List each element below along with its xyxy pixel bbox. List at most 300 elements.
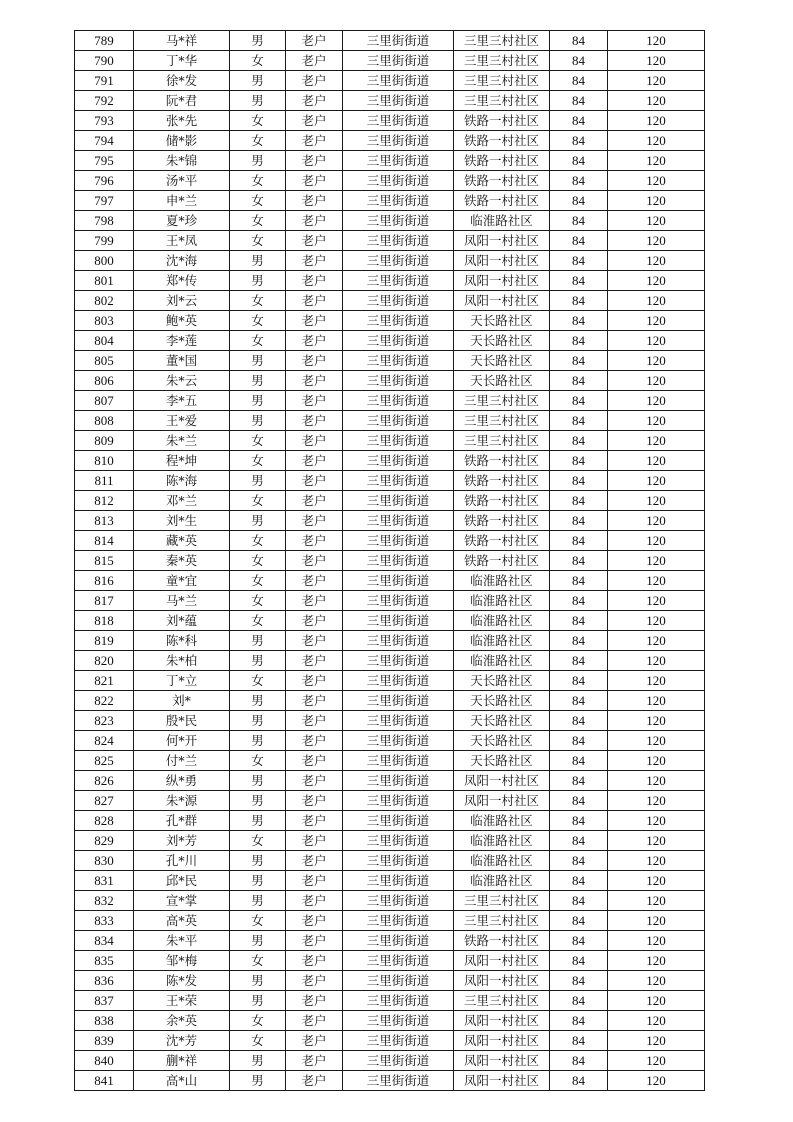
value-b-cell: 120: [608, 31, 705, 51]
community-cell: 凤阳一村社区: [454, 771, 550, 791]
value-a-cell: 84: [550, 791, 608, 811]
value-a-cell: 84: [550, 91, 608, 111]
table-row: [75, 691, 705, 711]
household-type-cell: 老户: [286, 571, 343, 591]
value-b-cell: 120: [608, 611, 705, 631]
table-row: [75, 831, 705, 851]
gender-cell: 女: [230, 231, 286, 251]
name-cell: 丁*立: [134, 671, 230, 691]
value-a-cell: 84: [550, 171, 608, 191]
household-type-cell: 老户: [286, 231, 343, 251]
gender-cell: 女: [230, 51, 286, 71]
value-b-cell: 120: [608, 931, 705, 951]
table-row: [75, 511, 705, 531]
row-number-cell: 832: [75, 891, 134, 911]
gender-cell: 女: [230, 491, 286, 511]
value-b-cell: 120: [608, 131, 705, 151]
street-cell: 三里街街道: [343, 291, 454, 311]
street-cell: 三里街街道: [343, 131, 454, 151]
row-number-cell: 814: [75, 531, 134, 551]
gender-cell: 女: [230, 131, 286, 151]
name-cell: 阮*君: [134, 91, 230, 111]
value-a-cell: 84: [550, 591, 608, 611]
value-a-cell: 84: [550, 71, 608, 91]
community-cell: 三里三村社区: [454, 31, 550, 51]
table-row: [75, 1031, 705, 1051]
name-cell: 马*兰: [134, 591, 230, 611]
community-cell: 三里三村社区: [454, 891, 550, 911]
value-b-cell: 120: [608, 331, 705, 351]
table-row: [75, 771, 705, 791]
name-cell: 童*宜: [134, 571, 230, 591]
table-row: [75, 891, 705, 911]
household-type-cell: 老户: [286, 91, 343, 111]
street-cell: 三里街街道: [343, 371, 454, 391]
street-cell: 三里街街道: [343, 1071, 454, 1091]
name-cell: 马*祥: [134, 31, 230, 51]
row-number-cell: 812: [75, 491, 134, 511]
value-a-cell: 84: [550, 1071, 608, 1091]
household-type-cell: 老户: [286, 71, 343, 91]
household-type-cell: 老户: [286, 991, 343, 1011]
value-a-cell: 84: [550, 131, 608, 151]
row-number-cell: 815: [75, 551, 134, 571]
value-a-cell: 84: [550, 511, 608, 531]
community-cell: 铁路一村社区: [454, 491, 550, 511]
community-cell: 临淮路社区: [454, 811, 550, 831]
household-type-cell: 老户: [286, 51, 343, 71]
gender-cell: 女: [230, 591, 286, 611]
community-cell: 凤阳一村社区: [454, 1071, 550, 1091]
community-cell: 天长路社区: [454, 751, 550, 771]
value-b-cell: 120: [608, 751, 705, 771]
table-row: [75, 251, 705, 271]
value-b-cell: 120: [608, 191, 705, 211]
household-type-cell: 老户: [286, 151, 343, 171]
value-a-cell: 84: [550, 231, 608, 251]
gender-cell: 女: [230, 111, 286, 131]
household-type-cell: 老户: [286, 251, 343, 271]
household-type-cell: 老户: [286, 971, 343, 991]
name-cell: 陈*科: [134, 631, 230, 651]
street-cell: 三里街街道: [343, 751, 454, 771]
row-number-cell: 793: [75, 111, 134, 131]
gender-cell: 男: [230, 371, 286, 391]
name-cell: 孔*群: [134, 811, 230, 831]
household-type-cell: 老户: [286, 951, 343, 971]
value-a-cell: 84: [550, 571, 608, 591]
street-cell: 三里街街道: [343, 91, 454, 111]
gender-cell: 男: [230, 251, 286, 271]
gender-cell: 男: [230, 71, 286, 91]
table-row: [75, 971, 705, 991]
value-b-cell: 120: [608, 511, 705, 531]
name-cell: 高*山: [134, 1071, 230, 1091]
name-cell: 汤*平: [134, 171, 230, 191]
community-cell: 天长路社区: [454, 331, 550, 351]
street-cell: 三里街街道: [343, 51, 454, 71]
household-type-cell: 老户: [286, 511, 343, 531]
row-number-cell: 794: [75, 131, 134, 151]
table-row: [75, 551, 705, 571]
table-row: [75, 751, 705, 771]
household-type-cell: 老户: [286, 1011, 343, 1031]
value-b-cell: 120: [608, 251, 705, 271]
value-b-cell: 120: [608, 651, 705, 671]
street-cell: 三里街街道: [343, 711, 454, 731]
table-row: [75, 191, 705, 211]
gender-cell: 女: [230, 311, 286, 331]
gender-cell: 女: [230, 551, 286, 571]
street-cell: 三里街街道: [343, 831, 454, 851]
household-type-cell: 老户: [286, 271, 343, 291]
name-cell: 刘*云: [134, 291, 230, 311]
gender-cell: 男: [230, 651, 286, 671]
household-type-cell: 老户: [286, 911, 343, 931]
name-cell: 殷*民: [134, 711, 230, 731]
value-a-cell: 84: [550, 891, 608, 911]
row-number-cell: 802: [75, 291, 134, 311]
household-type-cell: 老户: [286, 351, 343, 371]
row-number-cell: 805: [75, 351, 134, 371]
household-type-cell: 老户: [286, 671, 343, 691]
table-row: [75, 871, 705, 891]
value-a-cell: 84: [550, 351, 608, 371]
value-b-cell: 120: [608, 531, 705, 551]
table-row: [75, 671, 705, 691]
gender-cell: 男: [230, 471, 286, 491]
street-cell: 三里街街道: [343, 491, 454, 511]
gender-cell: 男: [230, 791, 286, 811]
value-a-cell: 84: [550, 951, 608, 971]
household-type-cell: 老户: [286, 791, 343, 811]
row-number-cell: 838: [75, 1011, 134, 1031]
community-cell: 凤阳一村社区: [454, 251, 550, 271]
table-row: [75, 631, 705, 651]
gender-cell: 男: [230, 271, 286, 291]
gender-cell: 女: [230, 671, 286, 691]
value-b-cell: 120: [608, 311, 705, 331]
value-b-cell: 120: [608, 571, 705, 591]
row-number-cell: 796: [75, 171, 134, 191]
gender-cell: 女: [230, 571, 286, 591]
row-number-cell: 824: [75, 731, 134, 751]
value-b-cell: 120: [608, 271, 705, 291]
household-type-cell: 老户: [286, 491, 343, 511]
name-cell: 夏*珍: [134, 211, 230, 231]
gender-cell: 女: [230, 951, 286, 971]
row-number-cell: 811: [75, 471, 134, 491]
street-cell: 三里街街道: [343, 171, 454, 191]
row-number-cell: 801: [75, 271, 134, 291]
value-a-cell: 84: [550, 831, 608, 851]
row-number-cell: 817: [75, 591, 134, 611]
value-b-cell: 120: [608, 631, 705, 651]
name-cell: 陈*发: [134, 971, 230, 991]
row-number-cell: 826: [75, 771, 134, 791]
community-cell: 凤阳一村社区: [454, 1031, 550, 1051]
value-b-cell: 120: [608, 451, 705, 471]
table-row: [75, 211, 705, 231]
row-number-cell: 821: [75, 671, 134, 691]
street-cell: 三里街街道: [343, 911, 454, 931]
community-cell: 铁路一村社区: [454, 551, 550, 571]
value-b-cell: 120: [608, 791, 705, 811]
street-cell: 三里街街道: [343, 991, 454, 1011]
gender-cell: 男: [230, 1051, 286, 1071]
household-type-cell: 老户: [286, 391, 343, 411]
street-cell: 三里街街道: [343, 611, 454, 631]
name-cell: 蒯*祥: [134, 1051, 230, 1071]
street-cell: 三里街街道: [343, 551, 454, 571]
value-a-cell: 84: [550, 151, 608, 171]
value-a-cell: 84: [550, 651, 608, 671]
row-number-cell: 828: [75, 811, 134, 831]
value-a-cell: 84: [550, 691, 608, 711]
value-b-cell: 120: [608, 911, 705, 931]
household-type-cell: 老户: [286, 291, 343, 311]
value-b-cell: 120: [608, 831, 705, 851]
community-cell: 临淮路社区: [454, 571, 550, 591]
gender-cell: 男: [230, 91, 286, 111]
value-b-cell: 120: [608, 591, 705, 611]
street-cell: 三里街街道: [343, 931, 454, 951]
table-row: [75, 791, 705, 811]
community-cell: 凤阳一村社区: [454, 271, 550, 291]
value-a-cell: 84: [550, 251, 608, 271]
row-number-cell: 799: [75, 231, 134, 251]
household-type-cell: 老户: [286, 631, 343, 651]
street-cell: 三里街街道: [343, 771, 454, 791]
row-number-cell: 839: [75, 1031, 134, 1051]
value-a-cell: 84: [550, 371, 608, 391]
value-a-cell: 84: [550, 971, 608, 991]
value-a-cell: 84: [550, 451, 608, 471]
name-cell: 王*凤: [134, 231, 230, 251]
value-b-cell: 120: [608, 411, 705, 431]
street-cell: 三里街街道: [343, 811, 454, 831]
value-a-cell: 84: [550, 391, 608, 411]
household-type-cell: 老户: [286, 31, 343, 51]
community-cell: 凤阳一村社区: [454, 1011, 550, 1031]
value-b-cell: 120: [608, 91, 705, 111]
household-type-cell: 老户: [286, 131, 343, 151]
community-cell: 三里三村社区: [454, 991, 550, 1011]
household-type-cell: 老户: [286, 731, 343, 751]
value-a-cell: 84: [550, 671, 608, 691]
household-type-cell: 老户: [286, 931, 343, 951]
gender-cell: 女: [230, 531, 286, 551]
value-b-cell: 120: [608, 1031, 705, 1051]
gender-cell: 女: [230, 831, 286, 851]
household-type-cell: 老户: [286, 891, 343, 911]
gender-cell: 男: [230, 1071, 286, 1091]
name-cell: 朱*平: [134, 931, 230, 951]
value-a-cell: 84: [550, 631, 608, 651]
row-number-cell: 816: [75, 571, 134, 591]
street-cell: 三里街街道: [343, 271, 454, 291]
community-cell: 凤阳一村社区: [454, 231, 550, 251]
gender-cell: 男: [230, 631, 286, 651]
value-a-cell: 84: [550, 271, 608, 291]
table-row: [75, 131, 705, 151]
value-b-cell: 120: [608, 371, 705, 391]
name-cell: 宣*掌: [134, 891, 230, 911]
community-cell: 凤阳一村社区: [454, 971, 550, 991]
table-row: [75, 591, 705, 611]
table-row: [75, 71, 705, 91]
name-cell: 储*影: [134, 131, 230, 151]
community-cell: 天长路社区: [454, 691, 550, 711]
household-type-cell: 老户: [286, 451, 343, 471]
value-a-cell: 84: [550, 1051, 608, 1071]
name-cell: 李*莲: [134, 331, 230, 351]
name-cell: 刘*蕴: [134, 611, 230, 631]
community-cell: 三里三村社区: [454, 431, 550, 451]
name-cell: 丁*华: [134, 51, 230, 71]
table-row: [75, 951, 705, 971]
table-row: [75, 571, 705, 591]
gender-cell: 女: [230, 291, 286, 311]
value-b-cell: 120: [608, 551, 705, 571]
household-type-cell: 老户: [286, 1051, 343, 1071]
name-cell: 邱*民: [134, 871, 230, 891]
community-cell: 三里三村社区: [454, 411, 550, 431]
value-b-cell: 120: [608, 231, 705, 251]
community-cell: 天长路社区: [454, 311, 550, 331]
table-row: [75, 351, 705, 371]
value-b-cell: 120: [608, 391, 705, 411]
gender-cell: 男: [230, 971, 286, 991]
value-a-cell: 84: [550, 211, 608, 231]
row-number-cell: 798: [75, 211, 134, 231]
household-type-cell: 老户: [286, 871, 343, 891]
gender-cell: 女: [230, 211, 286, 231]
row-number-cell: 818: [75, 611, 134, 631]
value-b-cell: 120: [608, 291, 705, 311]
name-cell: 沈*海: [134, 251, 230, 271]
table-row: [75, 271, 705, 291]
community-cell: 三里三村社区: [454, 911, 550, 931]
value-a-cell: 84: [550, 711, 608, 731]
street-cell: 三里街街道: [343, 151, 454, 171]
row-number-cell: 829: [75, 831, 134, 851]
community-cell: 临淮路社区: [454, 651, 550, 671]
value-b-cell: 120: [608, 1051, 705, 1071]
street-cell: 三里街街道: [343, 511, 454, 531]
row-number-cell: 792: [75, 91, 134, 111]
community-cell: 临淮路社区: [454, 631, 550, 651]
table-row: [75, 991, 705, 1011]
street-cell: 三里街街道: [343, 1011, 454, 1031]
value-b-cell: 120: [608, 51, 705, 71]
street-cell: 三里街街道: [343, 791, 454, 811]
value-b-cell: 120: [608, 871, 705, 891]
gender-cell: 男: [230, 931, 286, 951]
name-cell: 刘*: [134, 691, 230, 711]
street-cell: 三里街街道: [343, 571, 454, 591]
table-row: [75, 51, 705, 71]
row-number-cell: 789: [75, 31, 134, 51]
gender-cell: 男: [230, 511, 286, 531]
street-cell: 三里街街道: [343, 231, 454, 251]
name-cell: 徐*发: [134, 71, 230, 91]
community-cell: 铁路一村社区: [454, 151, 550, 171]
street-cell: 三里街街道: [343, 591, 454, 611]
street-cell: 三里街街道: [343, 971, 454, 991]
household-type-cell: 老户: [286, 691, 343, 711]
community-cell: 临淮路社区: [454, 831, 550, 851]
street-cell: 三里街街道: [343, 391, 454, 411]
name-cell: 朱*源: [134, 791, 230, 811]
row-number-cell: 795: [75, 151, 134, 171]
value-a-cell: 84: [550, 431, 608, 451]
row-number-cell: 803: [75, 311, 134, 331]
community-cell: 三里三村社区: [454, 71, 550, 91]
value-a-cell: 84: [550, 731, 608, 751]
table-row: [75, 1071, 705, 1091]
value-b-cell: 120: [608, 111, 705, 131]
value-a-cell: 84: [550, 331, 608, 351]
row-number-cell: 834: [75, 931, 134, 951]
value-a-cell: 84: [550, 191, 608, 211]
household-type-cell: 老户: [286, 651, 343, 671]
street-cell: 三里街街道: [343, 691, 454, 711]
row-number-cell: 808: [75, 411, 134, 431]
community-cell: 临淮路社区: [454, 591, 550, 611]
community-cell: 铁路一村社区: [454, 451, 550, 471]
gender-cell: 男: [230, 991, 286, 1011]
value-b-cell: 120: [608, 151, 705, 171]
community-cell: 铁路一村社区: [454, 531, 550, 551]
street-cell: 三里街街道: [343, 671, 454, 691]
gender-cell: 女: [230, 171, 286, 191]
value-b-cell: 120: [608, 991, 705, 1011]
name-cell: 高*英: [134, 911, 230, 931]
value-a-cell: 84: [550, 771, 608, 791]
household-type-cell: 老户: [286, 551, 343, 571]
name-cell: 朱*柏: [134, 651, 230, 671]
name-cell: 朱*兰: [134, 431, 230, 451]
community-cell: 铁路一村社区: [454, 931, 550, 951]
table-row: [75, 611, 705, 631]
street-cell: 三里街街道: [343, 191, 454, 211]
value-a-cell: 84: [550, 291, 608, 311]
name-cell: 刘*生: [134, 511, 230, 531]
community-cell: 三里三村社区: [454, 391, 550, 411]
row-number-cell: 841: [75, 1071, 134, 1091]
household-table: [74, 30, 705, 1091]
table-row: [75, 531, 705, 551]
name-cell: 王*爱: [134, 411, 230, 431]
community-cell: 天长路社区: [454, 671, 550, 691]
gender-cell: 男: [230, 351, 286, 371]
community-cell: 凤阳一村社区: [454, 951, 550, 971]
name-cell: 李*五: [134, 391, 230, 411]
gender-cell: 女: [230, 191, 286, 211]
household-type-cell: 老户: [286, 431, 343, 451]
value-a-cell: 84: [550, 51, 608, 71]
value-b-cell: 120: [608, 711, 705, 731]
table-row: [75, 911, 705, 931]
value-b-cell: 120: [608, 71, 705, 91]
row-number-cell: 837: [75, 991, 134, 1011]
row-number-cell: 822: [75, 691, 134, 711]
household-type-cell: 老户: [286, 751, 343, 771]
row-number-cell: 833: [75, 911, 134, 931]
value-a-cell: 84: [550, 491, 608, 511]
row-number-cell: 820: [75, 651, 134, 671]
